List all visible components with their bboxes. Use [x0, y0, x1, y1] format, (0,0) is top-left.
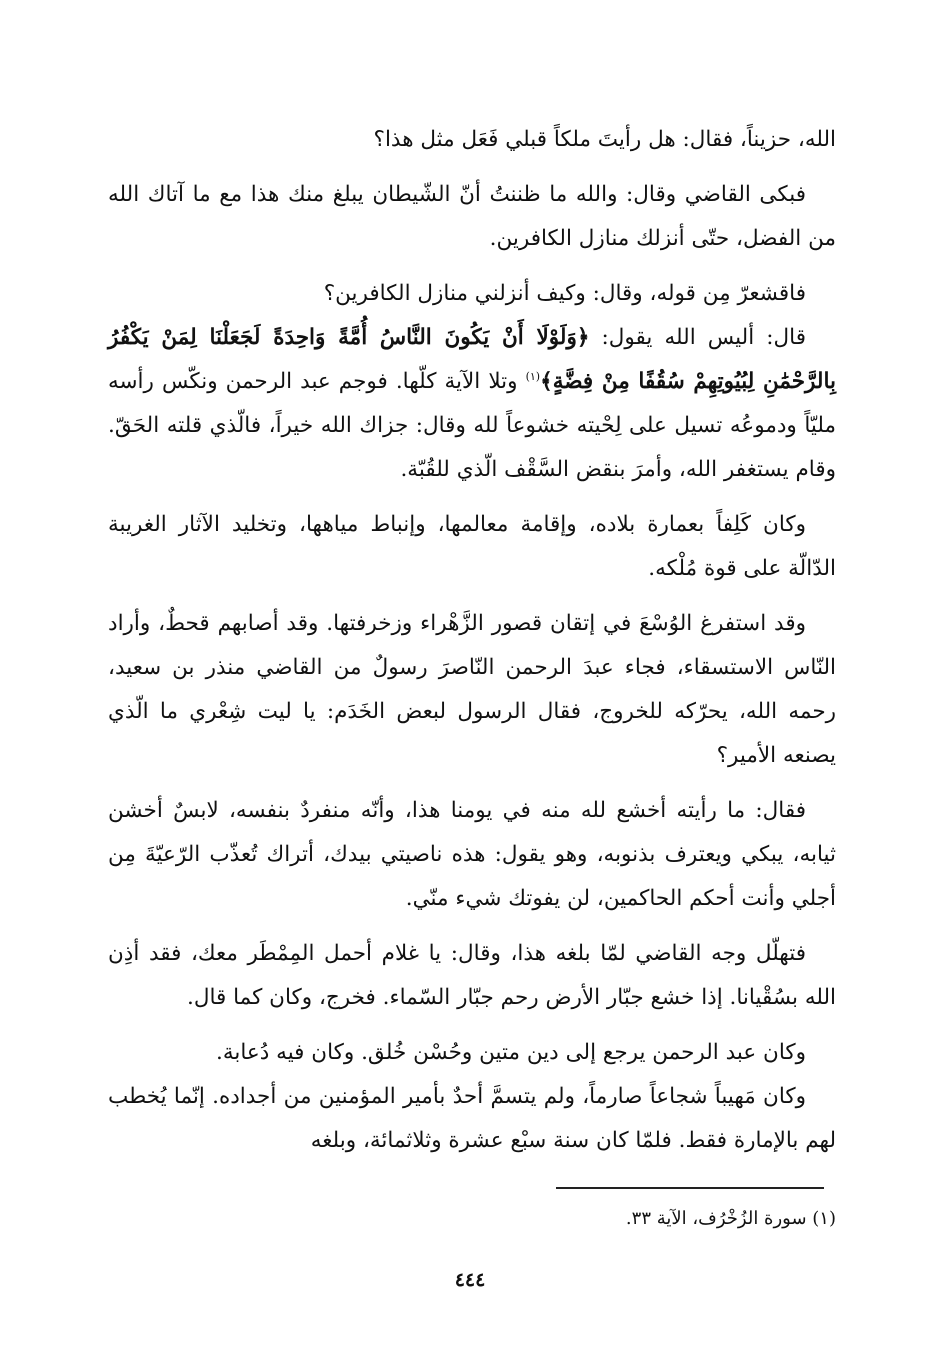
paragraph-2: فبكى القاضي وقال: والله ما ظننتُ أنّ الشّيطان يبلغ منك هذا مع ما آتاك الله من الفضل، حتّى أنزلك منازل الكافرين.	[108, 182, 836, 251]
paragraph-4-rest: وتلا الآية كلّها. فوجم عبد الرحمن ونكّس رأسه مليّاً ودموعُه تسيل على لِحْيته خشوعاً لله وقال: جزاك الله خيراً، فالّذي قلته الحَقّ. وقام يستغفر الله، وأمرَ بنقض السَّقْف الّذي للقُبّة.	[108, 369, 836, 482]
paragraph-7: فقال: ما رأيته أخشع لله منه في يومنا هذا، وأنّه منفردٌ بنفسه، لابسٌ أخشن ثيابه، يبكي ويعترف بذنوبه، وهو يقول: هذه ناصيتي بيدك، أتراك تُعذّب الرّعيّةَ مِن أجلي وأنت أحكم الحاكمين، لن يفوتك شيء منّي.	[108, 798, 836, 911]
footnote-marker: (١)	[525, 369, 541, 383]
paragraph-8: فتهلّل وجه القاضي لمّا بلغه هذا، وقال: يا غلام أحمل المِمْطَر معك، فقد أذِن الله بسُقْيانا. إذا خشع جبّار الأرض رحم جبّار السّماء. فخرج، وكان كما قال.	[108, 941, 836, 1010]
paragraph-3: فاقشعرّ مِن قوله، وقال: وكيف أنزلني منازل الكافرين؟	[323, 281, 806, 306]
page-number: ٤٤٤	[454, 1269, 486, 1291]
footnote: (١) سورة الزُخْرُف، الآية ٣٣.	[625, 1208, 836, 1229]
paragraph-5: وكان كَلِفاً بعمارة بلاده، وإقامة معالمها، وإنباط مياهها، وتخليد الآثار الغريبة الدّالّة على قوة مُلْكه.	[108, 512, 836, 581]
paragraph-4-intro: قال: أليس الله يقول:	[589, 325, 806, 350]
paragraph-6: وقد استفرغ الوُسْعَ في إتقان قصور الزَّهْراء وزخرفتها. وقد أصابهم قحطٌ، وأراد النّاس الاستسقاء، فجاء عبدَ الرحمن النّاصرَ رسولٌ من القاضي منذر بن سعيد، رحمه الله، يحرّكه للخروج، فقال الرسول لبعض الخَدَم: يا ليت شِعْري ما الّذي يصنعه الأمير؟	[108, 611, 836, 768]
paragraph-1: الله، حزيناً، فقال: هل رأيتَ ملكاً قبلي فَعَل مثل هذا؟	[373, 127, 836, 152]
paragraph-10: وكان مَهيباً شجاعاً صارماً، ولم يتسمَّ أحدٌ بأمير المؤمنين من أجداده. إنّما يُخطب لهم بالإمارة فقط. فلمّا كان سنة سبْع عشرة وثلاثمائة، وبلغه	[108, 1084, 836, 1153]
paragraph-4	[108, 316, 836, 492]
paragraph-9: وكان عبد الرحمن يرجع إلى دين متين وحُسْن خُلق. وكان فيه دُعابة.	[216, 1040, 806, 1065]
main-text	[108, 118, 836, 1163]
quran-verse: ﴿وَلَوْلَا أَنْ يَكُونَ النَّاسُ أُمَّةً وَاحِدَةً لَجَعَلْنَا لِمَنْ يَكْفُرُ بِالرَّحْمَٰنِ لِبُيُوتِهِمْ سُقُفًا مِنْ فِضَّةٍ﴾	[108, 325, 837, 394]
footnote-divider	[556, 1187, 824, 1189]
